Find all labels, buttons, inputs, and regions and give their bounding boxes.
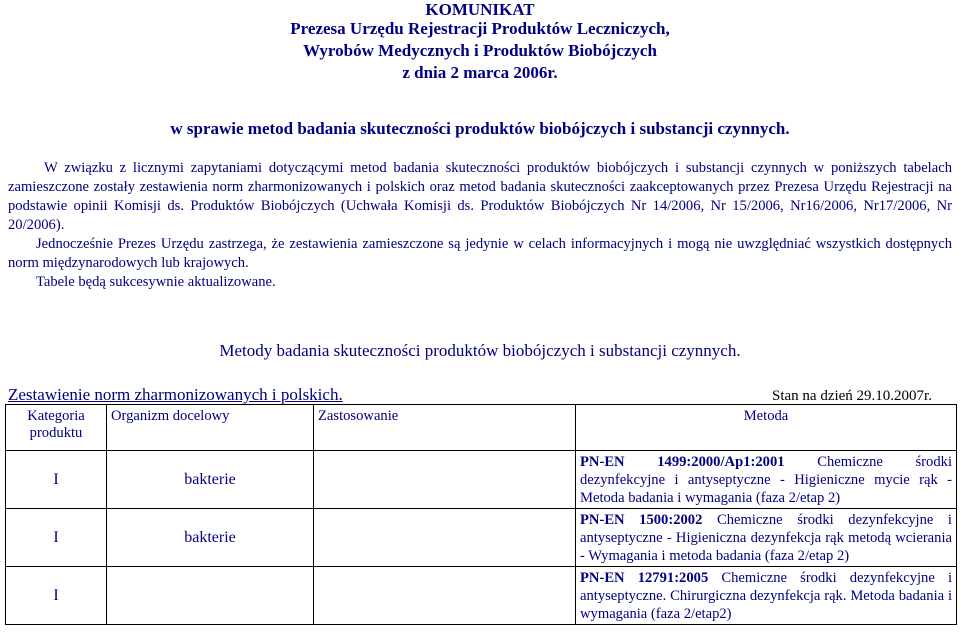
intro-paragraph-2: Jednocześnie Prezes Urzędu zastrzega, że zestawienia zamieszczone są jedynie w celach informacyjnych i mogą nie uwzględniać wszystkich dostępnych norm międzynarodowych lub krajowych. xyxy=(8,236,952,271)
section-title: Zestawienie norm zharmonizowanych i polskich. xyxy=(8,385,343,404)
announcement-subject: w sprawie metod badania skuteczności produktów biobójczych i substancji czynnych. xyxy=(170,119,790,138)
cell-organism: bakterie xyxy=(107,509,314,567)
cell-organism: bakterie xyxy=(107,451,314,509)
cell-category: I xyxy=(6,509,107,567)
method-description: Chemiczne środki dezynfekcyjne i antyseptyczne - Higieniczna dezynfekcja rąk metodą wcierania - Wymagania i metoda badania (faza 2/etap 2) xyxy=(580,511,952,564)
cell-usage xyxy=(314,451,576,509)
cell-organism xyxy=(107,567,314,625)
cell-method xyxy=(576,567,957,625)
header-usage: Zastosowanie xyxy=(314,405,576,451)
table-row xyxy=(6,451,957,509)
header-organism: Organizm docelowy xyxy=(107,405,314,451)
table-header-row xyxy=(6,405,957,451)
cell-category: I xyxy=(6,451,107,509)
intro-paragraph-1: W związku z licznymi zapytaniami dotyczącymi metod badania skuteczności produktów biobójczych i substancji czynnych w poniższych tabelach zamieszczone zostały zestawienia norm zharmonizowanych i polskich oraz metod badania skuteczności zaakceptowanych przez Prezesa Urzędu Rejestracji na podstawie opinii Komisji ds. Produktów Biobójczych (Uchwała Komisji ds. Produktów Biobójczych Nr 14/2006, Nr 15/2006, Nr16/2006, Nr17/2006, Nr 20/2006). xyxy=(8,160,952,233)
cell-usage xyxy=(314,509,576,567)
intro-paragraph-3: Tabele będą sukcesywnie aktualizowane. xyxy=(36,274,276,290)
header-method: Metoda xyxy=(576,405,957,451)
table-row xyxy=(6,567,957,625)
method-standard: PN-EN 1500:2002 xyxy=(580,511,703,528)
header-category: Kategoria produktu xyxy=(6,405,107,451)
cell-method xyxy=(576,451,957,509)
intro-text xyxy=(8,159,952,292)
standards-table xyxy=(5,404,957,625)
method-standard: PN-EN 12791:2005 xyxy=(580,569,709,586)
issuer-line-1: Prezesa Urzędu Rejestracji Produktów Leczniczych, xyxy=(290,19,670,38)
method-description: Chemiczne środki dezynfekcyjne i antyseptyczne. Chirurgiczna dezynfekcja rąk. Metoda badania i wymagania (faza 2/etap2) xyxy=(580,569,952,622)
announcement-label: KOMUNIKAT xyxy=(425,0,535,19)
state-date: Stan na dzień 29.10.2007r. xyxy=(772,388,932,404)
announcement-date: z dnia 2 marca 2006r. xyxy=(402,63,558,82)
method-standard: PN-EN 1499:2000/Ap1:2001 xyxy=(580,453,785,470)
cell-category: I xyxy=(6,567,107,625)
table-row xyxy=(6,509,957,567)
cell-usage xyxy=(314,567,576,625)
method-description: Chemiczne środki dezynfekcyjne i antyseptyczne - Higieniczne mycie rąk - Metoda badania i wymagania (faza 2/etap 2) xyxy=(580,453,952,506)
methods-title: Metody badania skuteczności produktów biobójczych i substancji czynnych. xyxy=(219,341,741,360)
cell-method xyxy=(576,509,957,567)
issuer-line-2: Wyrobów Medycznych i Produktów Biobójczych xyxy=(303,41,657,60)
